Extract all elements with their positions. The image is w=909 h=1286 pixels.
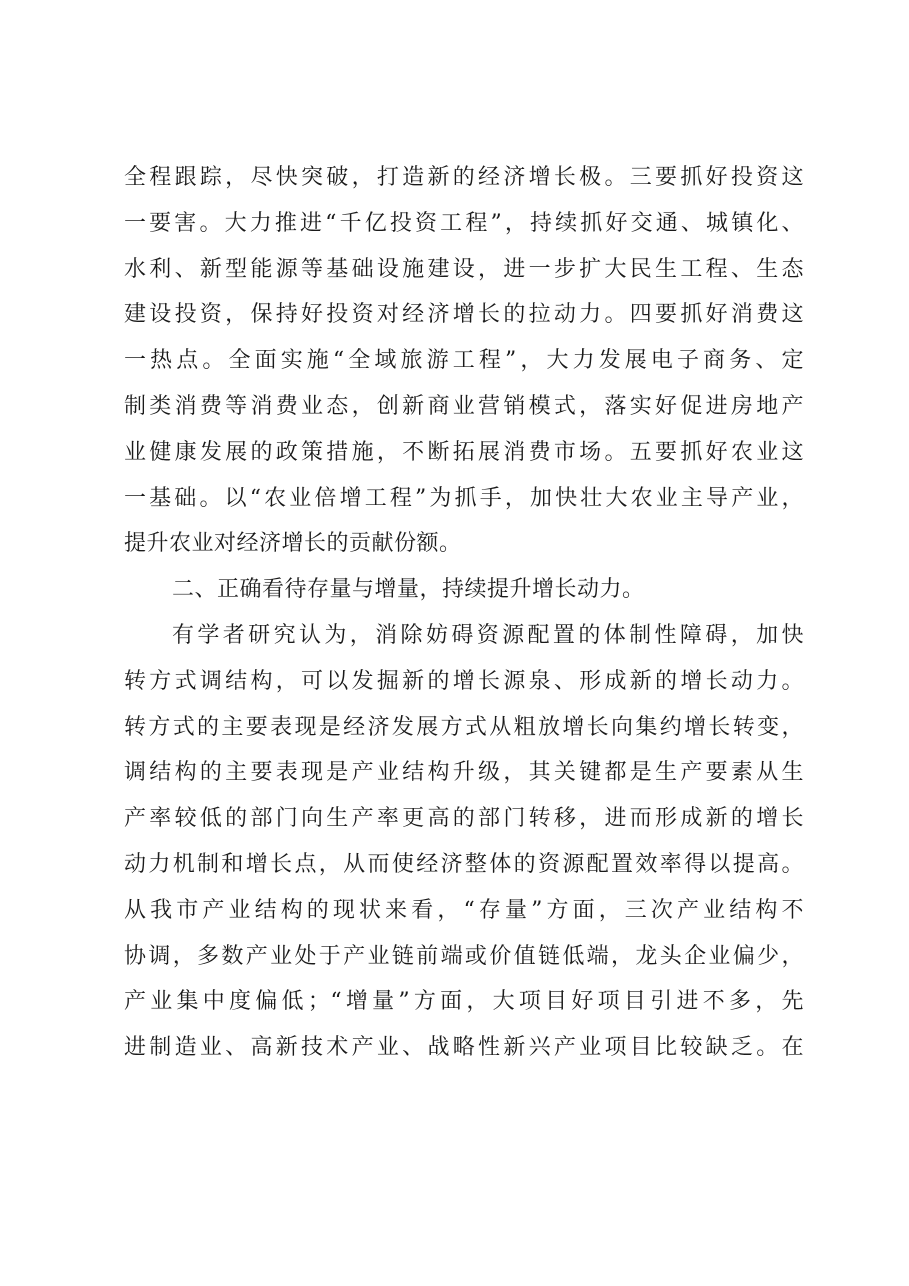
document-body	[124, 155, 804, 1071]
text-line: 一要害。大力推进“千亿投资工程”，持续抓好交通、城镇化、	[124, 210, 804, 236]
text-line: 一基础。以“农业倍增工程”为抓手，加快壮大农业主导产业，	[124, 485, 804, 511]
text-line: 制类消费等消费业态，创新商业营销模式，落实好促进房地产	[124, 393, 804, 419]
text-line: 调结构的主要表现是产业结构升级，其关键都是生产要素从生	[124, 760, 804, 786]
text-line: 提升农业对经济增长的贡献份额。	[124, 531, 462, 557]
text-line: 有学者研究认为，消除妨碍资源配置的体制性障碍，加快	[172, 622, 804, 648]
text-line: 协调，多数产业处于产业链前端或价值链低端，龙头企业偏少，	[124, 943, 804, 969]
text-line: 产率较低的部门向生产率更高的部门转移，进而形成新的增长	[124, 806, 804, 832]
text-line: 一热点。全面实施“全域旅游工程”，大力发展电子商务、定	[124, 348, 804, 374]
section-heading: 二、正确看待存量与增量，持续提升增长动力。	[172, 577, 645, 603]
text-line: 进制造业、高新技术产业、战略性新兴产业项目比较缺乏。在	[124, 1035, 804, 1061]
text-line: 水利、新型能源等基础设施建设，进一步扩大民生工程、生态	[124, 256, 804, 282]
text-line: 建设投资，保持好投资对经济增长的拉动力。四要抓好消费这	[124, 302, 804, 328]
text-line: 从我市产业结构的现状来看，“存量”方面，三次产业结构不	[124, 897, 804, 923]
text-line: 业健康发展的政策措施，不断拓展消费市场。五要抓好农业这	[124, 439, 804, 465]
text-line: 转方式的主要表现是经济发展方式从粗放增长向集约增长转变，	[124, 714, 804, 740]
text-line: 全程跟踪，尽快突破，打造新的经济增长极。三要抓好投资这	[124, 165, 804, 190]
text-line: 动力机制和增长点，从而使经济整体的资源配置效率得以提高。	[124, 851, 804, 877]
text-line: 产业集中度偏低；“增量”方面，大项目好项目引进不多，先	[124, 989, 804, 1015]
text-line: 转方式调结构，可以发掘新的增长源泉、形成新的增长动力。	[124, 668, 804, 694]
